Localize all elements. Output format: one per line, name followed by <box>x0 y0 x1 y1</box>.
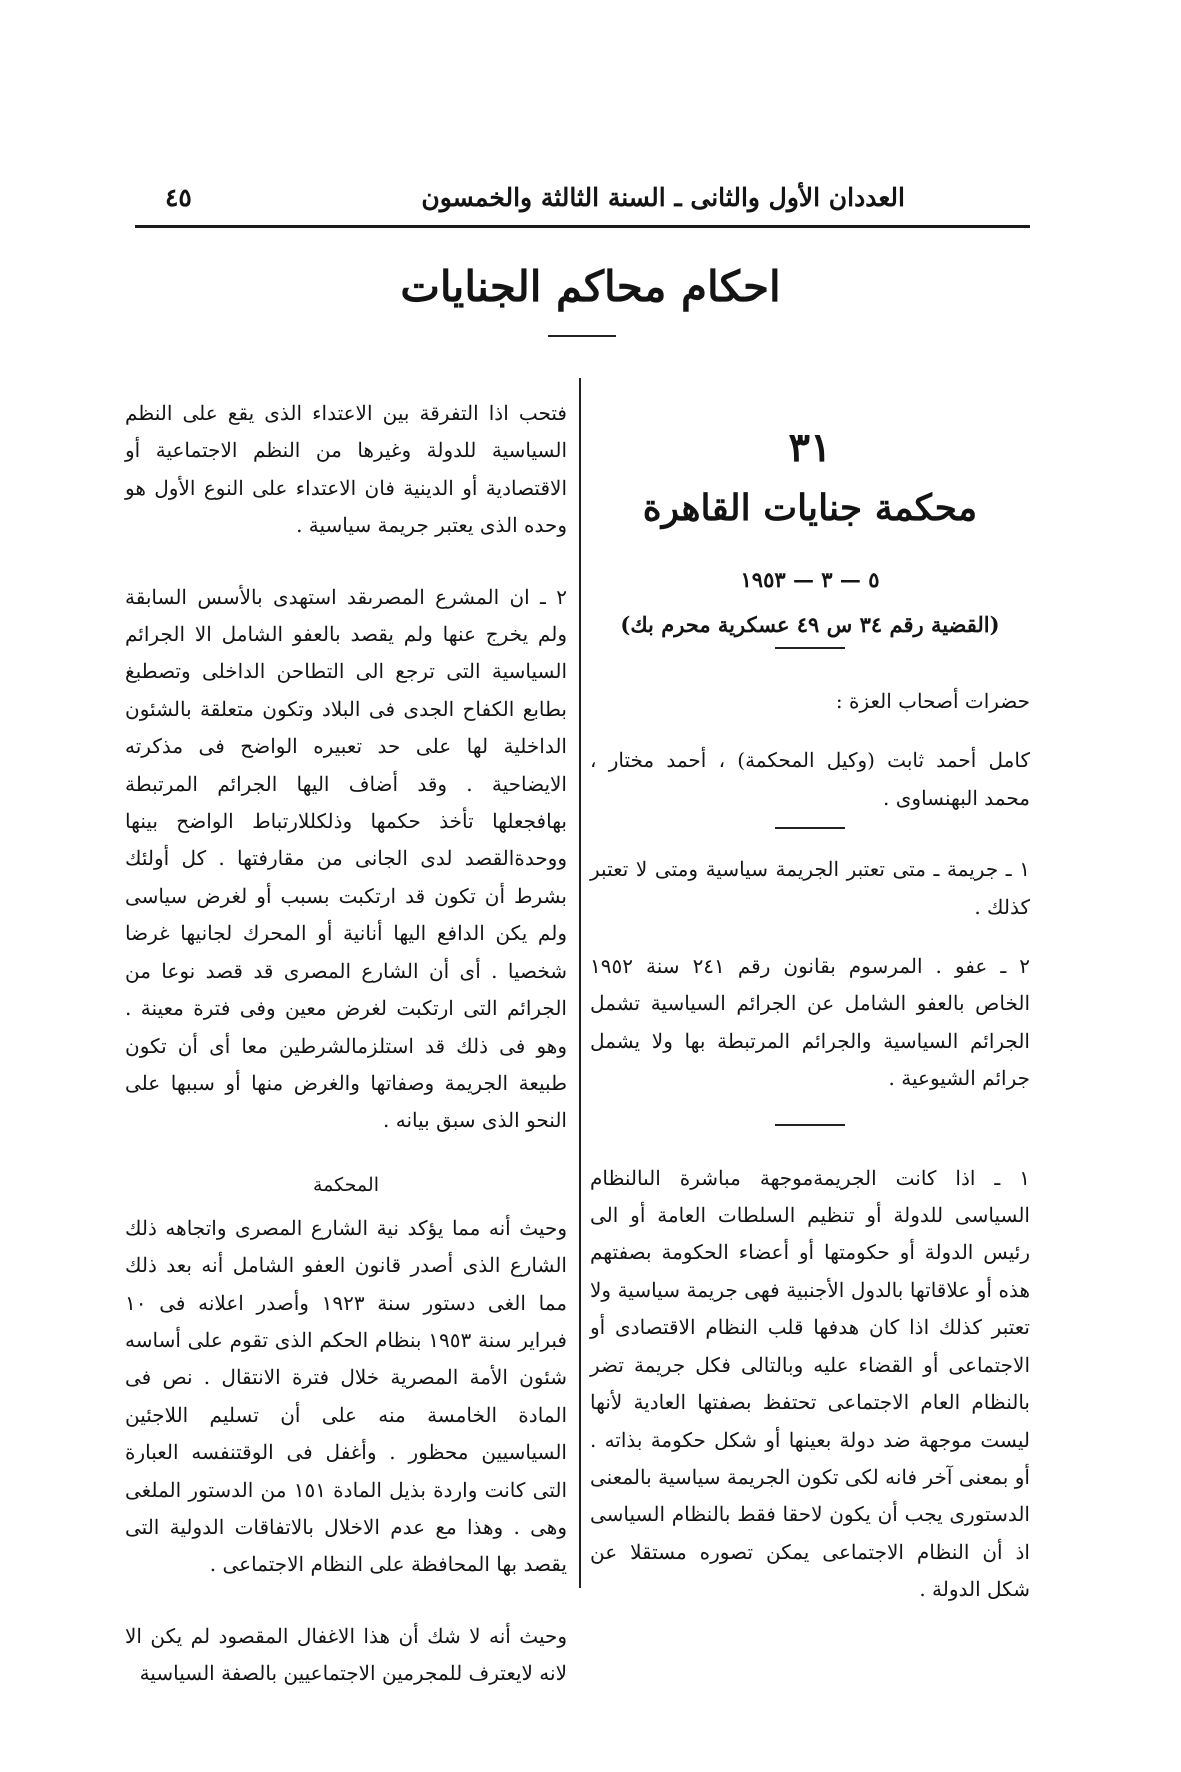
paragraph-4: وحيث أنه لا شك أن هذا الاغفال المقصود لم يكن الا لانه لايعترف للمجرمين الاجتماعيين بالصفة السياسية <box>125 1623 567 1686</box>
journal-issue-title: العددان الأول والثانى ـ السنة الثالثة والخمسون <box>421 183 905 212</box>
case-reference: (القضية رقم ٣٤ س ٤٩ عسكرية محرم بك) <box>620 612 1000 637</box>
section-title: احكام محاكم الجنايات <box>400 262 781 311</box>
court-heading: المحكمة <box>313 1173 379 1196</box>
title-rule <box>548 335 616 337</box>
summary-item-1: ١ ـ جريمة ـ متى تعتبر الجريمة سياسية ومتى لا تعتبر كذلك . <box>590 857 1030 919</box>
principle-1: ١ ـ اذا كانت الجريمةموجهة مباشرة الىالنظام السياسى للدولة أو تنظيم السلطات العامة أو الى رئيس الدولة أو حكومتها أو أعضاء الحكومة بصفتهم هذه أو علاقاتها بالدول الأجنبية فهى جريمة سياسية ولا تعتبر كذلك اذا كان هدفها قلب النظام الاقتصادى أو الاجتماعى أو القضاء عليه وبالتالى فكل جريمة تضر بالنظام العام الاجتماعى تحتفظ بصفتها العادية لأنها ليست موجهة ضد دولة بعينها أو شكل حكومة بذاته . أو بمعنى آخر فانه لكى تكون الجريمة سياسية بالمعنى الدستورى يجب أن يكون لاحقا فقط بالنظام السياسى اذ أن النظام الاجتماعى يمكن تصوره مستقلا عن شكل الدولة . <box>590 1165 1030 1602</box>
running-header <box>135 183 1015 225</box>
court-name: محكمة جنايات القاهرة <box>642 487 978 529</box>
right-column <box>590 395 1030 1609</box>
column-divider <box>579 378 581 1588</box>
attendance-label: حضرات أصحاب العزة : <box>835 689 1030 713</box>
case-number: ٣١ <box>788 424 832 471</box>
judgment-date: ٥ — ٣ — ١٩٥٣ <box>740 567 880 592</box>
paragraph-3: وحيث أنه مما يؤكد نية الشارع المصرى واتجاهه ذلك الشارع الذى أصدر قانون العفو الشامل أنه بعد ذلك مما الغى دستور سنة ١٩٢٣ وأصدر اعلانه فى ١٠ فبراير سنة ١٩٥٣ بنظام الحكم الذى تقوم على أساسه شئون الأمة المصرية خلال فترة الانتقال . نص فى المادة الخامسة منه على أن تسليم اللاجئين السياسيين محظور . وأغفل فى الوقتنفسه العبارة التى كانت واردة بذيل المادة ١٥١ من الدستور الملغى وهى . وهذا مع عدم الاخلال بالاتفاقات الدولية التى يقصد بها المحافظة على النظام الاجتماعى . <box>125 1215 567 1577</box>
principle-2: ٢ ـ ان المشرع المصرىقد استهدى بالأسس السابقة ولم يخرج عنها ولم يقصد بالعفو الشامل الا الجرائم السياسية التى ترجع الى التطاحن الداخلى وتصطبغ بطابع الكفاح الجدى فى البلاد وتكون متعلقة بالشئون الداخلية لها على حد تعبيره الواضح فى مذكرته الايضاحية . وقد أضاف اليها الجرائم المرتبطة بهافجعلها تأخذ حكمها وذلكللارتباط الواضح بينها ووحدةالقصد لدى الجانى من مقارفتها . كل أولئك بشرط أن تكون قد ارتكبت بسبب أو لغرض سياسى ولم يكن الدافع اليها أنانية أو المحرك لجانيها غرضا شخصيا . أى أن الشارع المصرى قد قصد نوعا من الجرائم التى ارتكبت لغرض معين وفى فترة معينة . وهو فى ذلك قد استلزمالشرطين معا أى أن تكون طبيعة الجريمة وصفاتها والغرض منها أو سببها على النحو الذى سبق بيانه . <box>125 584 567 1133</box>
judges-list: كامل أحمد ثابت (وكيل المحكمة) ، أحمد مختار ، محمد البهنساوى . <box>590 748 1030 810</box>
page-number: ٤٥ <box>165 183 192 212</box>
left-column <box>125 395 567 1693</box>
summary-item-2: ٢ ـ عفو . المرسوم بقانون رقم ٢٤١ سنة ١٩٥٢ الخاص بالعفو الشامل عن الجرائم السياسية تشمل الجرائم السياسية والجرائم المرتبطة بها ولا يشمل جرائم الشيوعية . <box>590 954 1031 1091</box>
header-rule <box>135 225 1030 228</box>
paragraph-1: فتحب اذا التفرقة بين الاعتداء الذى يقع على النظم السياسية للدولة وغيرها من النظم الاجتماعية أو الاقتصادية أو الدينية فان الاعتداء على النوع الأول هو وحده الذى يعتبر جريمة سياسية . <box>125 401 567 538</box>
